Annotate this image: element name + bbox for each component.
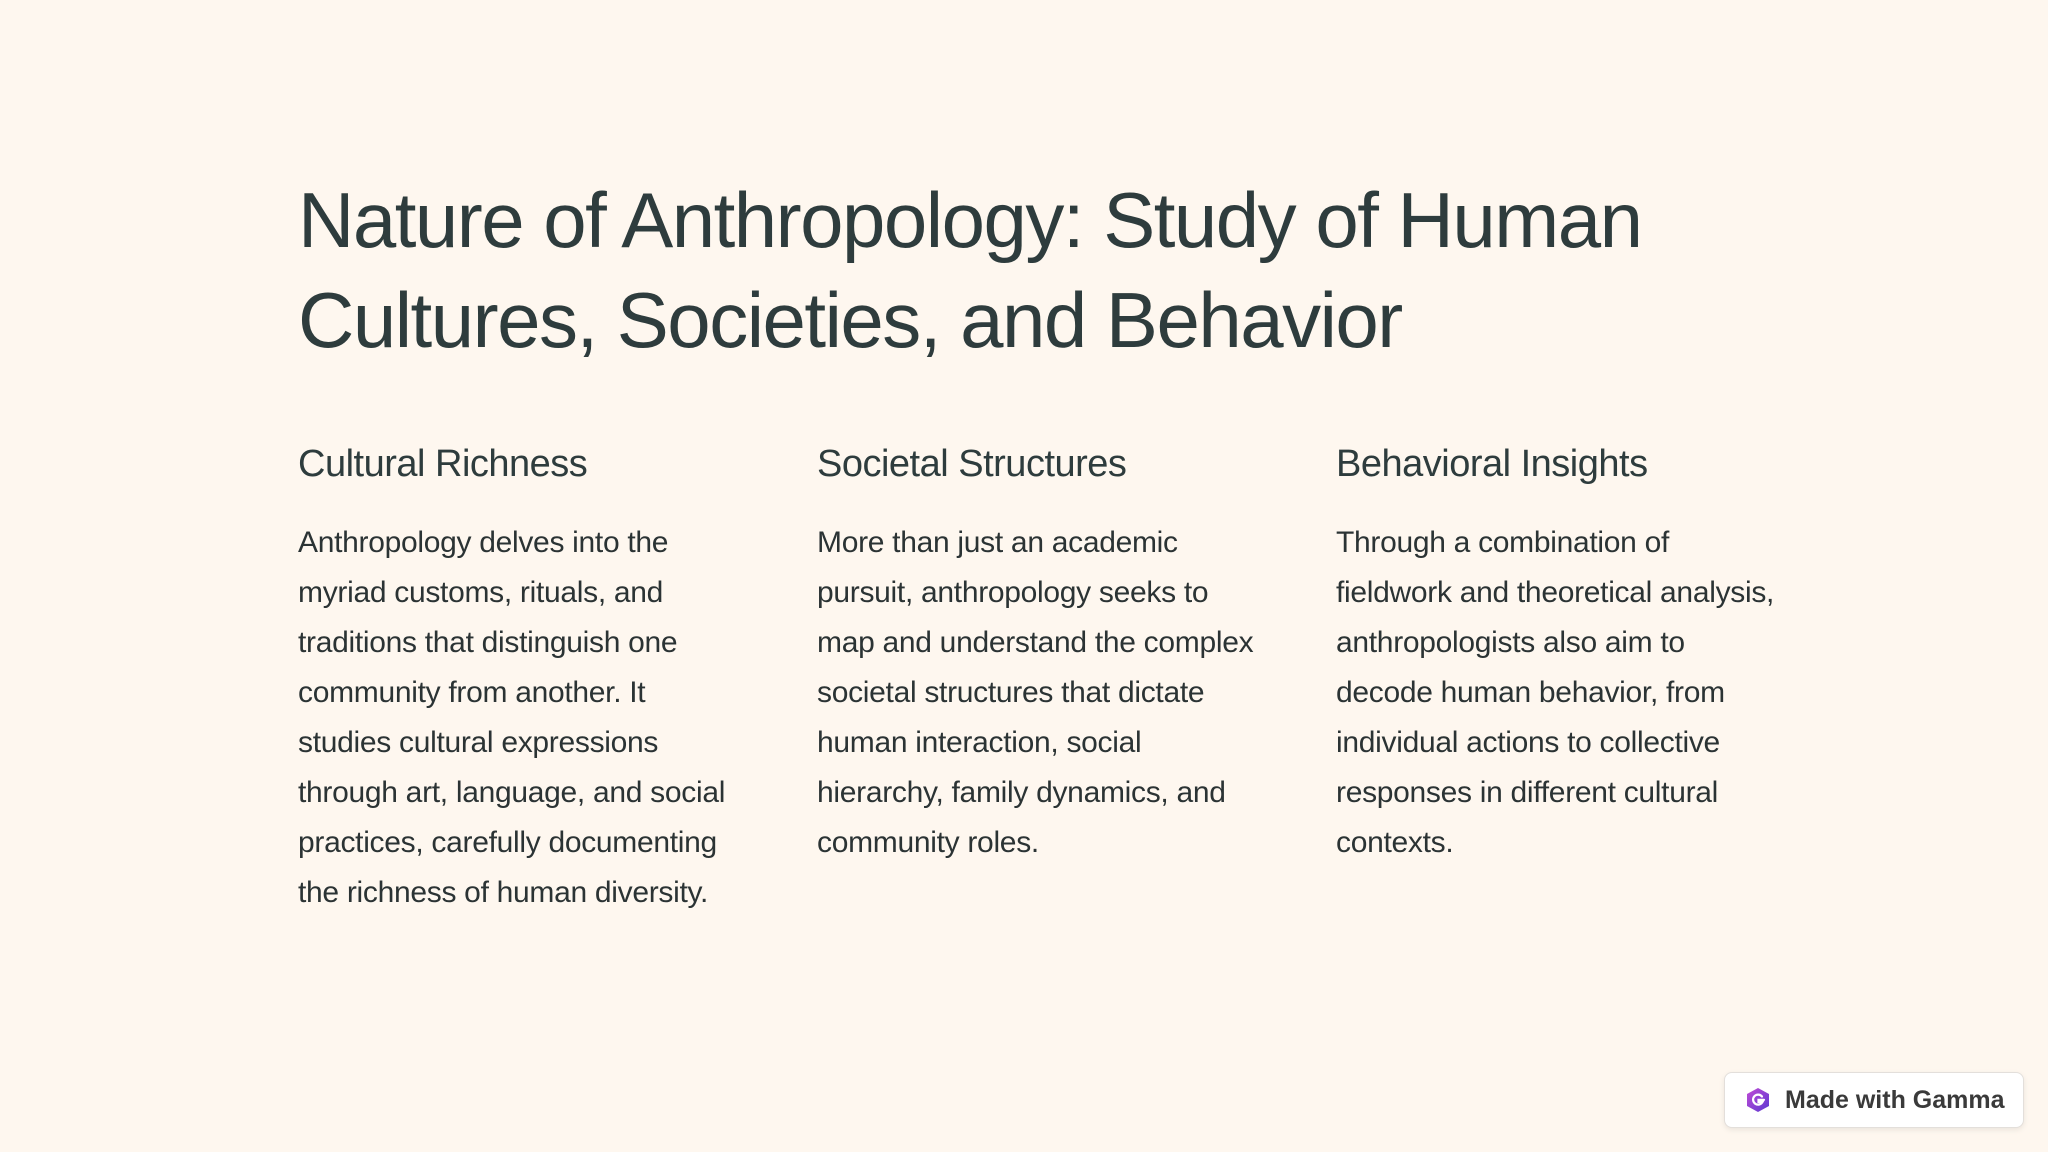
column-societal-structures [817,434,1257,868]
column-cultural-richness [298,434,738,918]
made-with-gamma-badge[interactable] [1724,1072,2024,1128]
column-body: Anthropology delves into the myriad customs, rituals, and traditions that distinguish one community from another. It studies cultural expressions through art, language, and social practices, carefully documenting the richness of human diversity. [298,526,726,909]
gamma-logo-icon [1745,1087,1771,1113]
column-heading: Behavioral Insights [1336,443,1648,485]
slide-title: Nature of Anthropology: Study of Human Cultures, Societies, and Behavior [298,176,1642,364]
column-body: Through a combination of fieldwork and theoretical analysis, anthropologists also aim to decode human behavior, from individual actions to collective responses in different cultural contexts. [1336,526,1775,859]
column-body: More than just an academic pursuit, anthropology seeks to map and understand the complex societal structures that dictate human interaction, social hierarchy, family dynamics, and community roles. [817,526,1254,859]
column-behavioral-insights [1336,434,1776,868]
column-heading: Cultural Richness [298,443,588,485]
badge-label: Made with Gamma [1785,1085,2005,1114]
column-heading: Societal Structures [817,443,1127,485]
